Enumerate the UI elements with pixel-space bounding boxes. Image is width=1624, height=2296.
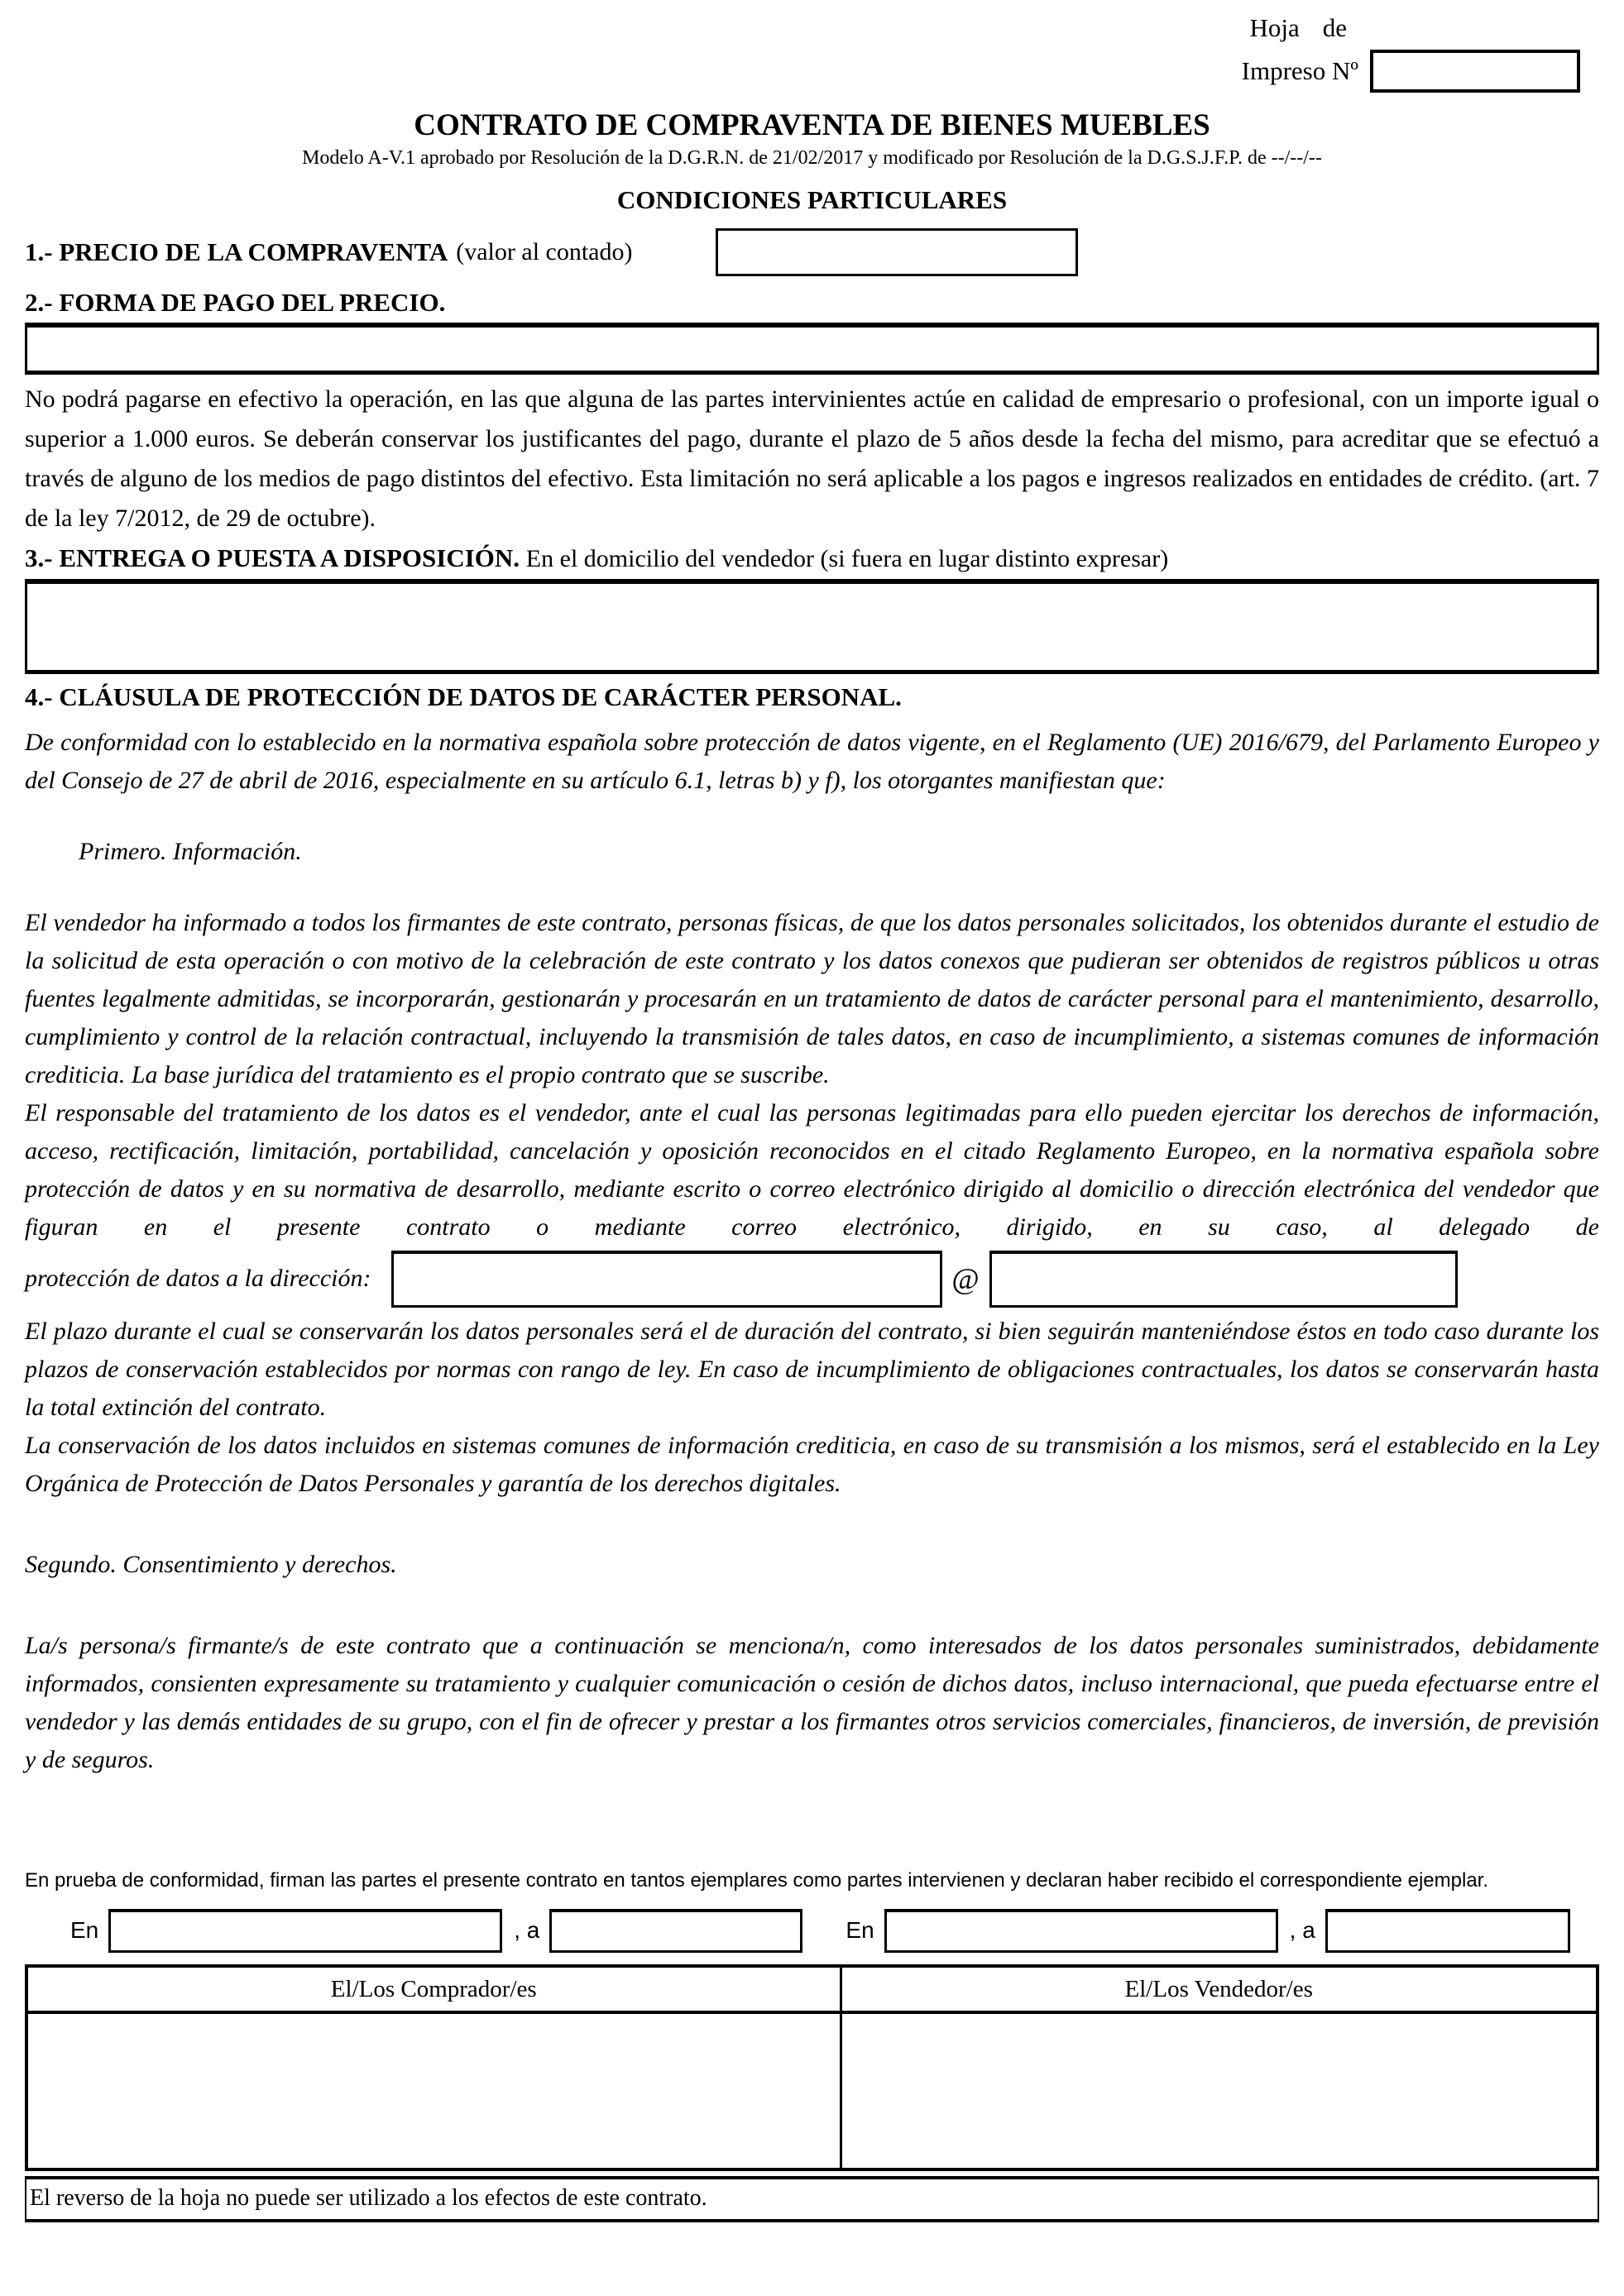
- section-2-heading: 2.- FORMA DE PAGO DEL PRECIO.: [25, 288, 446, 317]
- sheet-of-label: de: [1322, 13, 1347, 42]
- date-label-2: , a: [1289, 1917, 1315, 1943]
- section-3-heading-row: [25, 542, 1599, 576]
- dpo-address-row: [25, 1250, 1599, 1308]
- section-4-heading: 4.- CLÁUSULA DE PROTECCIÓN DE DATOS DE CARÁCTER PERSONAL.: [25, 682, 902, 711]
- email-local-field[interactable]: [391, 1251, 942, 1308]
- form-number-field[interactable]: [1370, 50, 1580, 93]
- price-note: (valor al contado): [456, 238, 633, 265]
- price-field[interactable]: [716, 228, 1078, 276]
- signature-table-body: [28, 2014, 1596, 2168]
- conformity-statement: En prueba de conformidad, firman las partes el presente contrato en tantos ejemplares como partes intervienen y declaran haber recibido el correspondiente ejemplar.: [25, 1869, 1489, 1892]
- data-processing-paragraph: El vendedor ha informado a todos los firmantes de este contrato, personas físicas, de que los datos personales solicitados, los obtenidos durante el estudio de la solicitud de esta operación o con motivo de la celebración de este contrato y los datos conexos que pudieran ser obtenidos de registros públicos u otras fuentes legalmente admitidas, se incorporarán, gestionarán y procesarán en un tratamiento de datos de carácter personal para el mantenimiento, desarrollo, cumplimiento y control de la relación contractual, incluyendo la transmisión de tales datos, en caso de incumplimiento, a sistemas comunes de información crediticia. La base jurídica del tratamiento es el propio contrato que se suscribe.: [25, 909, 1599, 1088]
- form-number-row: [25, 51, 1580, 91]
- dpo-address-label: protección de datos a la dirección:: [25, 1265, 371, 1292]
- form-number-label: Impreso Nº: [1241, 56, 1358, 85]
- signature-table: [25, 1964, 1599, 2171]
- place-date-row: [25, 1908, 1599, 1953]
- place-label-1: En: [70, 1917, 99, 1943]
- signature-table-header: [28, 1968, 1596, 2014]
- data-protection-intro: De conformidad con lo establecido en la normativa española sobre protección de datos vigente, en el Reglamento (UE) 2016/679, del Parlamento Europeo y del Consejo de 27 de abril de 2016, especialmente en su artículo 6.1, letras b) y f), los otorgantes manifiestan que:: [25, 729, 1599, 794]
- place-label-2: En: [846, 1917, 874, 1943]
- at-sign: @: [951, 1262, 980, 1295]
- cash-limit-paragraph: No podrá pagarse en efectivo la operación, en las que alguna de las partes intervinientes actúe en calidad de empresario o profesional, con un importe igual o superior a 1.000 euros. Se deberán conservar los justificantes del pago, durante el plazo de 5 años desde la fecha del mismo, para acreditar que se efectuó a través de alguno de los medios de pago distintos del efectivo. Esta limitación no será aplicable a los pagos e ingresos realizados en entidades de crédito. (art. 7 de la ley 7/2012, de 29 de octubre).: [25, 385, 1599, 532]
- date-field-1[interactable]: [549, 1909, 802, 1953]
- first-clause-title: Primero. Información.: [79, 838, 302, 865]
- conditions-title: CONDICIONES PARTICULARES: [616, 185, 1008, 214]
- place-field-2[interactable]: [884, 1909, 1278, 1953]
- footer-note: El reverso de la hoja no puede ser utilizado a los efectos de este contrato.: [25, 2176, 1599, 2222]
- date-label-1: , a: [514, 1917, 540, 1943]
- date-field-2[interactable]: [1325, 1909, 1570, 1953]
- retention-paragraph: El plazo durante el cual se conservarán los datos personales será el de duración del contrato, si bien seguirán manteniéndose éstos en todo caso durante los plazos de conservación establecidos por normas con rango de ley. En caso de incumplimiento de obligaciones contractuales, los datos se conservarán hasta la total extinción del contrato.: [25, 1318, 1599, 1421]
- section-1-heading: 1.- PRECIO DE LA COMPRAVENTA: [25, 237, 448, 266]
- place-field-1[interactable]: [108, 1909, 502, 1953]
- seller-header: El/Los Vendedor/es: [1124, 1976, 1313, 2002]
- buyer-header: El/Los Comprador/es: [28, 1968, 842, 2011]
- credit-info-paragraph: La conservación de los datos incluidos en sistemas comunes de información crediticia, en caso de su transmisión a los mismos, será el establecido en la Ley Orgánica de Protección de Datos Personales y garantía de los derechos digitales.: [25, 1432, 1599, 1497]
- delivery-note: En el domicilio del vendedor (si fuera en lugar distinto expresar): [525, 545, 1169, 572]
- email-domain-field[interactable]: [989, 1251, 1458, 1308]
- page-subtitle: Modelo A-V.1 aprobado por Resolución de la D.G.R.N. de 21/02/2017 y modificado por Resolución de la D.G.S.J.F.P. de --/--/--: [302, 147, 1322, 169]
- buyer-signature-area[interactable]: [28, 2014, 842, 2168]
- section-3-heading: 3.- ENTREGA O PUESTA A DISPOSICIÓN.: [25, 543, 520, 572]
- seller-signature-area[interactable]: [842, 2014, 1596, 2168]
- delivery-place-field[interactable]: [25, 579, 1599, 674]
- payment-method-field[interactable]: [25, 323, 1599, 375]
- sheet-label: Hoja: [1249, 13, 1300, 42]
- sheet-number-row: [25, 12, 1347, 45]
- data-controller-paragraph: El responsable del tratamiento de los datos es el vendedor, ante el cual las personas legitimadas para ello pueden ejercitar los derechos de información, acceso, rectificación, limitación, portabilidad, cancelación y oposición reconocidos en el citado Reglamento Europeo, en la normativa española sobre protección de datos y en su normativa de desarrollo, mediante escrito o correo electrónico dirigido al domicilio o dirección electrónica del vendedor que figuran en el presente contrato o mediante correo electrónico, dirigido, en su caso, al delegado de: [25, 1099, 1599, 1241]
- consent-paragraph: La/s persona/s firmante/s de este contrato que a continuación se menciona/n, como interesados de los datos personales suministrados, debidamente informados, consienten expresamente su tratamiento y cualquier comunicación o cesión de dichos datos, incluso internacional, que pueda efectuarse entre el vendedor y las demás entidades de su grupo, con el fin de ofrecer y prestar a los firmantes otros servicios comerciales, financieros, de inversión, de previsión y de seguros.: [25, 1632, 1599, 1773]
- second-clause-title: Segundo. Consentimiento y derechos.: [25, 1551, 397, 1578]
- price-section-row: [25, 228, 1599, 276]
- page-title: CONTRATO DE COMPRAVENTA DE BIENES MUEBLES: [414, 108, 1210, 142]
